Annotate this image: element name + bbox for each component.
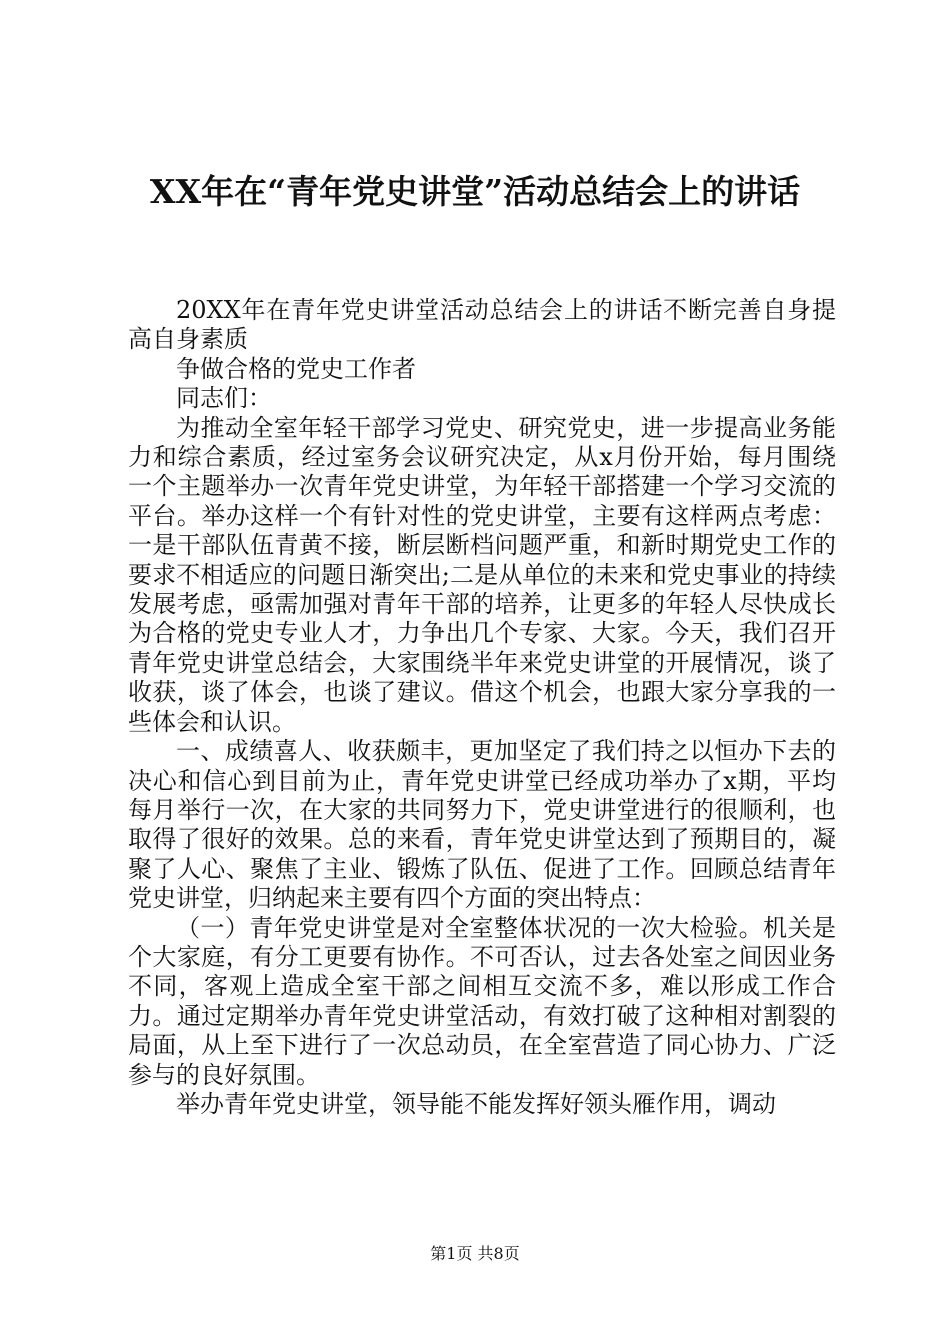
paragraph-intro: 20XX年在青年党史讲堂活动总结会上的讲话不断完善自身提高自身素质 <box>128 296 836 354</box>
paragraph-background: 为推动全室年轻干部学习党史、研究党史，进一步提高业务能力和综合素质，经过室务会议研究决定，从x月份开始，每月围绕一个主题举办一次青年党史讲堂，为年轻干部搭建一个学习交流的平台。举办这样一个有针对性的党史讲堂，主要有这样两点考虑：一是干部队伍青黄不接，断层断档问题严重，和新时期党史工作的要求不相适应的问题日渐突出;二是从单位的未来和党史事业的持续发展考虑，亟需加强对青年干部的培养，让更多的年轻人尽快成长为合格的党史专业人才，力争出几个专家、大家。今天，我们召开青年党史讲堂总结会，大家围绕半年来党史讲堂的开展情况，谈了收获，谈了体会，也谈了建议。借这个机会，也跟大家分享我的一些体会和认识。 <box>128 413 836 736</box>
document-title: XX年在“青年党史讲堂”活动总结会上的讲话 <box>149 172 801 211</box>
paragraph-salutation: 同志们： <box>176 384 272 413</box>
paragraph-point-one: （一）青年党史讲堂是对全室整体状况的一次大检验。机关是个大家庭，有分工更要有协作。不可否认，过去各处室之间因业务不同，客观上造成全室干部之间相互交流不多，难以形成工作合力。通过定期举办青年党史讲堂活动，有效打破了这种相对割裂的局面，从上至下进行了一次总动员，在全室营造了同心协力、广泛参与的良好氛围。 <box>128 913 836 1089</box>
document-body <box>128 296 836 1119</box>
paragraph-section-one: 一、成绩喜人、收获颇丰，更加坚定了我们持之以恒办下去的决心和信心到目前为止，青年党史讲堂已经成功举办了x期，平均每月举行一次，在大家的共同努力下，党史讲堂进行的很顺利，也取得了很好的效果。总的来看，青年党史讲堂达到了预期目的，凝聚了人心、聚焦了主业、锻炼了队伍、促进了工作。回顾总结青年党史讲堂，归纳起来主要有四个方面的突出特点： <box>128 737 836 913</box>
paragraph-continuation: 举办青年党史讲堂，领导能不能发挥好领头雁作用，调动 <box>176 1089 776 1118</box>
paragraph-subtitle: 争做合格的党史工作者 <box>176 354 416 383</box>
page-number: 第1页 共8页 <box>430 1244 520 1263</box>
